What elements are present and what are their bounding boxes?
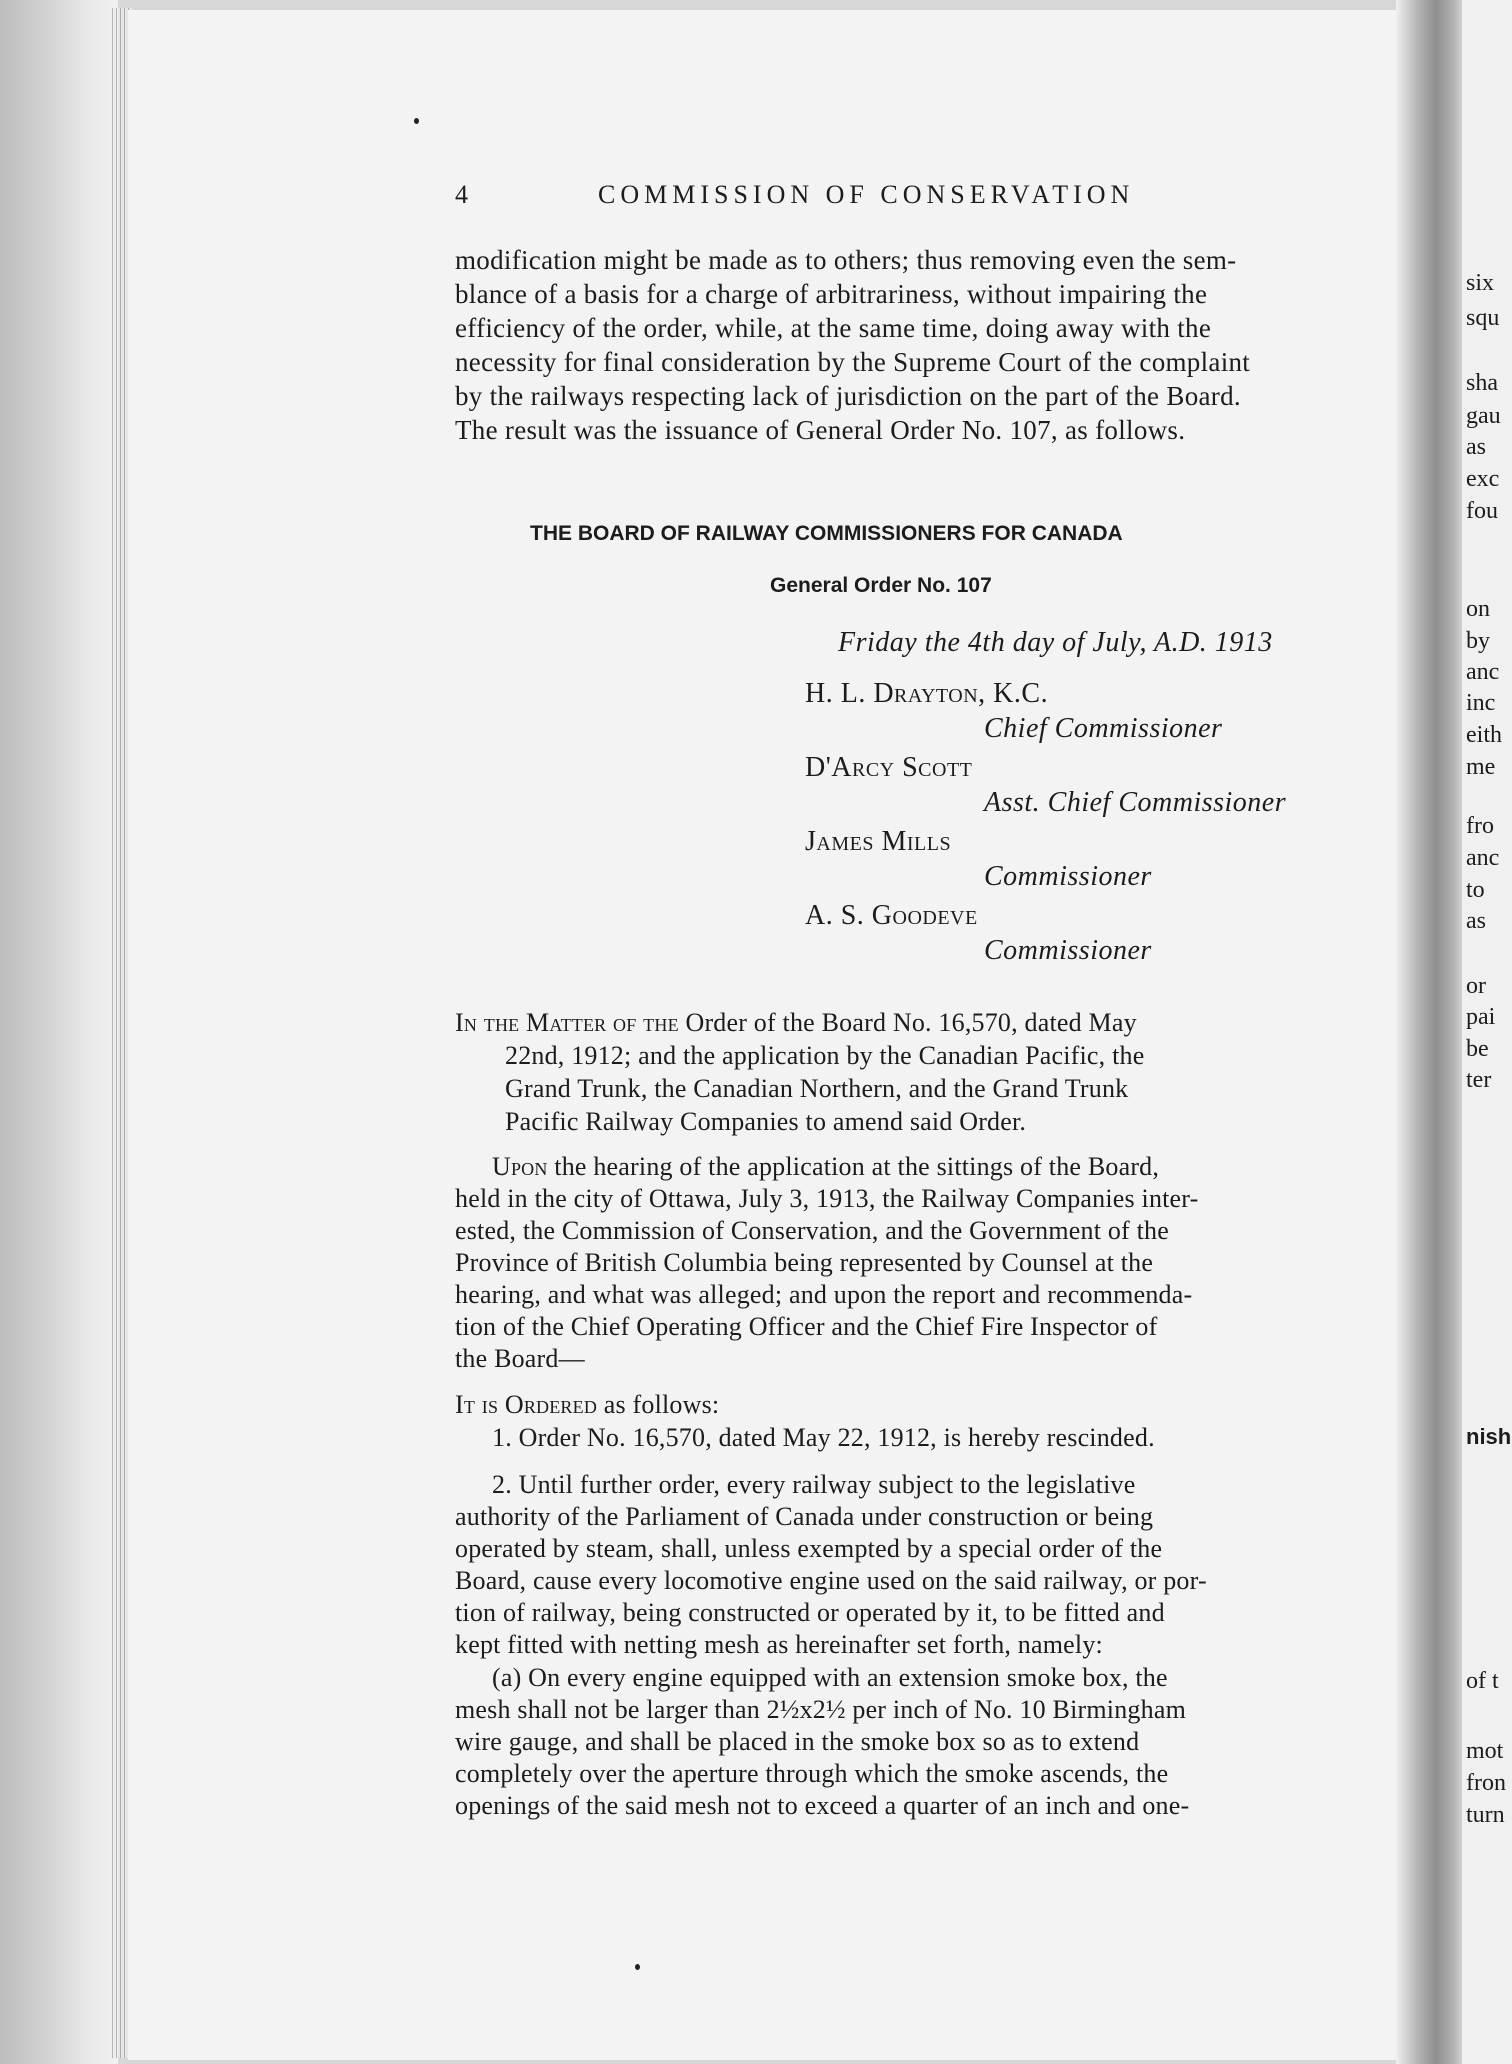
matter-lead: In the Matter of the [455,1008,679,1037]
order-date: Friday the 4th day of July, A.D. 1913 [838,627,1273,658]
matter-line [455,1008,1137,1038]
matter-text: Order of the Board No. 16,570, dated May [678,1008,1137,1037]
facing-fragment: ter [1466,1067,1492,1093]
facing-fragment: pai [1466,1004,1496,1030]
facing-fragment: anc [1466,845,1500,871]
facing-fragment: by [1466,628,1490,654]
facing-fragment: fro [1466,813,1494,839]
ordered-lead: It is Ordered [455,1390,598,1419]
facing-fragment: or [1466,973,1486,999]
commissioner-title: Commissioner [984,861,1152,892]
intro-line: blance of a basis for a charge of arbitrariness, without impairing the [455,279,1208,309]
commissioner-name: A. S. Goodeve [805,900,978,931]
facing-fragment: exc [1466,466,1500,492]
clause-a-line: mesh shall not be larger than 2½x2½ per inch of No. 10 Birmingham [455,1695,1186,1724]
clause-a-line: completely over the aperture through which the smoke ascends, the [455,1759,1169,1788]
clause-2-line: kept fitted with netting mesh as hereinafter set forth, namely: [455,1630,1103,1659]
ordered-line [455,1390,719,1420]
book-gutter [1396,0,1468,2064]
facing-fragment: inc [1466,690,1496,716]
facing-fragment: of t [1466,1668,1499,1694]
facing-fragment: turn [1466,1802,1505,1828]
facing-fragment: be [1466,1036,1489,1062]
intro-line: modification might be made as to others; thus removing even the sem- [455,245,1237,275]
hearing-line: ested, the Commission of Conservation, and the Government of the [455,1216,1169,1245]
commissioner-name: H. L. Drayton, K.C. [805,678,1049,709]
facing-fragment: six [1466,270,1495,296]
matter-line: Grand Trunk, the Canadian Northern, and the Grand Trunk [505,1074,1129,1103]
intro-line: efficiency of the order, while, at the same time, doing away with the [455,313,1212,343]
facing-page [1462,0,1512,2064]
commissioner-title: Chief Commissioner [984,713,1223,744]
clause-2-line: operated by steam, shall, unless exempted by a special order of the [455,1534,1163,1563]
facing-fragment: fou [1466,498,1498,524]
facing-fragment: gau [1466,403,1501,429]
facing-fragment: squ [1466,305,1500,331]
clause-a-line: (a) On every engine equipped with an extension smoke box, the [492,1663,1168,1692]
commissioner-name: D'Arcy Scott [805,752,973,783]
clause-2-line: Board, cause every locomotive engine used on the said railway, or por- [455,1566,1207,1595]
matter-line: Pacific Railway Companies to amend said Order. [505,1107,1027,1136]
matter-line: 22nd, 1912; and the application by the Canadian Pacific, the [505,1041,1145,1070]
board-heading: THE BOARD OF RAILWAY COMMISSIONERS FOR CANADA [530,522,1123,545]
hearing-line: the Board— [455,1344,585,1373]
commissioner-name: James Mills [805,826,952,857]
hearing-line: tion of the Chief Operating Officer and the Chief Fire Inspector of [455,1312,1158,1341]
facing-fragment: on [1466,596,1490,622]
intro-line: by the railways respecting lack of jurisdiction on the part of the Board. [455,381,1241,411]
facing-fragment: sha [1466,370,1498,396]
hearing-line: held in the city of Ottawa, July 3, 1913, the Railway Companies inter- [455,1184,1199,1213]
binding-edge [0,0,118,2064]
facing-fragment: fron [1466,1770,1506,1796]
intro-line: necessity for final consideration by the Supreme Court of the complaint [455,347,1251,377]
hearing-line: Province of British Columbia being represented by Counsel at the [455,1248,1154,1277]
ink-speck [635,1964,640,1970]
page-number: 4 [455,180,468,209]
clause-a-line: wire gauge, and shall be placed in the smoke box so as to extend [455,1727,1140,1756]
facing-fragment: mot [1466,1738,1504,1764]
intro-line: The result was the issuance of General Order No. 107, as follows. [455,415,1186,445]
clause-2-line: authority of the Parliament of Canada under construction or being [455,1502,1154,1531]
facing-fragment: nish [1466,1424,1512,1449]
commissioner-title: Commissioner [984,935,1152,966]
clause-2-line: 2. Until further order, every railway subject to the legislative [492,1470,1136,1499]
ink-speck [414,118,419,124]
ordered-rest: as follows: [597,1390,720,1419]
facing-fragment: me [1466,754,1496,780]
hearing-line [492,1152,1159,1182]
clause-a-line: openings of the said mesh not to exceed a quarter of an inch and one- [455,1791,1190,1820]
clause-1: 1. Order No. 16,570, dated May 22, 1912, is hereby rescinded. [492,1423,1155,1452]
facing-fragment: eith [1466,722,1502,748]
hearing-text: the hearing of the application at the sittings of the Board, [547,1152,1160,1181]
general-order-number: General Order No. 107 [770,574,992,597]
hearing-lead: Upon [492,1152,548,1181]
facing-fragment: as [1466,434,1486,460]
facing-fragment: as [1466,908,1486,934]
commissioner-title: Asst. Chief Commissioner [984,787,1287,818]
clause-2-line: tion of railway, being constructed or operated by it, to be fitted and [455,1598,1165,1627]
facing-fragment: anc [1466,659,1500,685]
facing-fragment: to [1466,877,1485,903]
hearing-line: hearing, and what was alleged; and upon the report and recommenda- [455,1280,1193,1309]
running-head: COMMISSION OF CONSERVATION [598,180,1135,209]
